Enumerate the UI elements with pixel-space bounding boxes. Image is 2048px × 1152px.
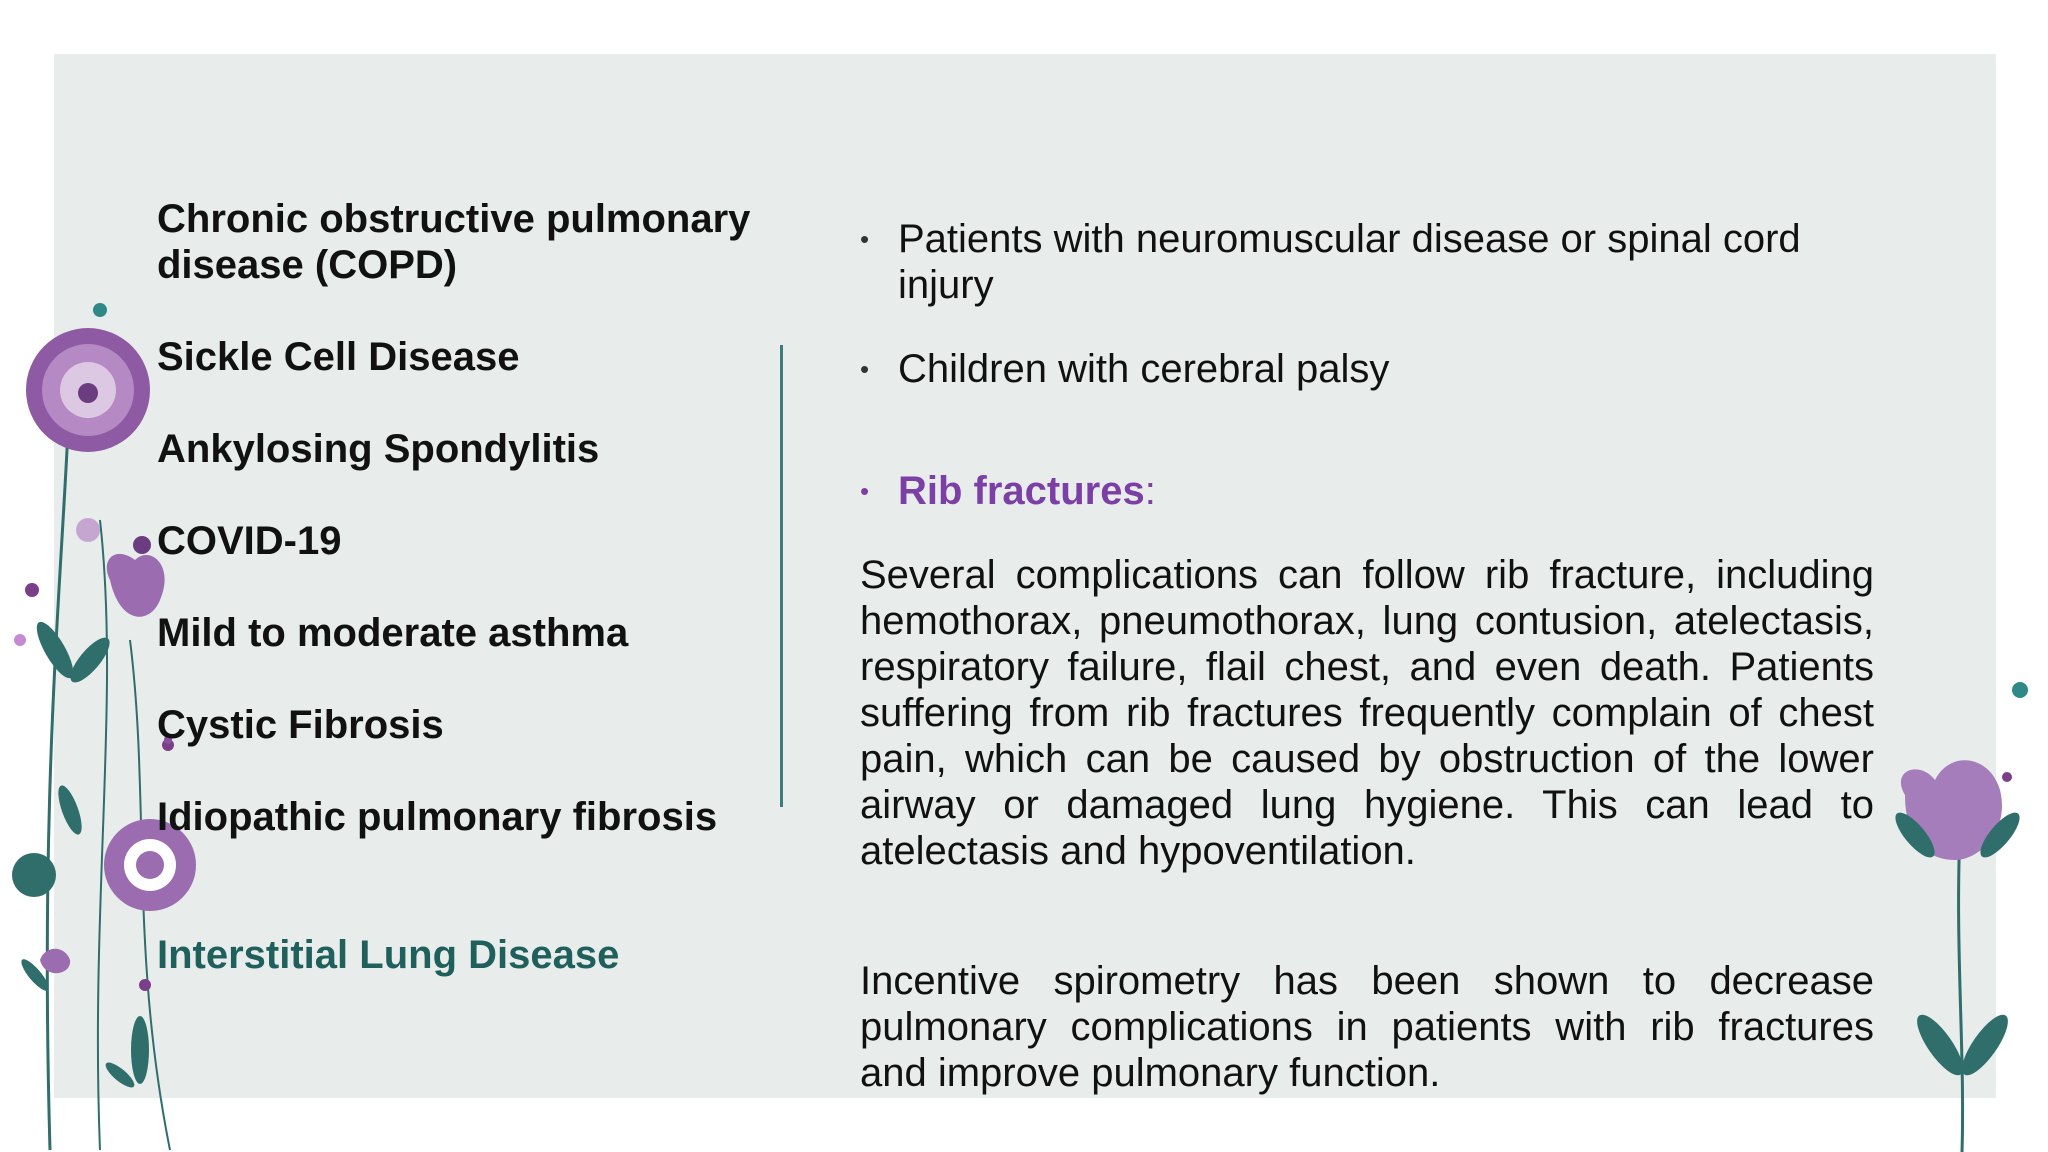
list-item-cystic-fibrosis: Cystic Fibrosis: [157, 703, 444, 747]
rib-heading: Rib fractures: [898, 469, 1145, 513]
flower-decoration-left-icon: [0, 0, 220, 1152]
rib-heading-colon: :: [1144, 469, 1156, 513]
column-divider: [780, 345, 783, 807]
paragraph-spirometry: Incentive spirometry has been shown to decrease pulmonary complications in patients with rib fractures and improve pulmonary function.: [860, 959, 1874, 1095]
bullet-text: Children with cerebral palsy: [898, 347, 1390, 391]
list-item-asthma: Mild to moderate asthma: [157, 611, 629, 655]
list-item-copd: Chronic obstructive pulmonary disease (COPD): [157, 197, 751, 287]
paragraph-complications: Several complications can follow rib fracture, including hemothorax, pneumothorax, lung contusion, atelectasis, respiratory failure, flail chest, and even death. Patients suffering from rib fractures frequently complain of chest pain, which can be caused by obstruction of the lower airway or damaged lung hygiene. This can lead to atelectasis and hypoventilation.: [860, 553, 1874, 873]
bullet-dot: •: [860, 224, 870, 254]
bullet-text: Patients with neuromuscular disease or spinal cord injury: [898, 217, 1801, 307]
rib-heading-wrap: [898, 468, 1898, 514]
list-item-ankylosing: Ankylosing Spondylitis: [157, 427, 600, 471]
list-item-sickle-cell: Sickle Cell Disease: [157, 335, 520, 379]
list-item-covid: COVID-19: [157, 519, 342, 563]
list-item-ild: Interstitial Lung Disease: [157, 933, 620, 977]
bullet-dot: •: [860, 354, 870, 384]
bullet-dot: •: [860, 476, 870, 506]
list-item-ipf: Idiopathic pulmonary fibrosis: [157, 795, 718, 839]
